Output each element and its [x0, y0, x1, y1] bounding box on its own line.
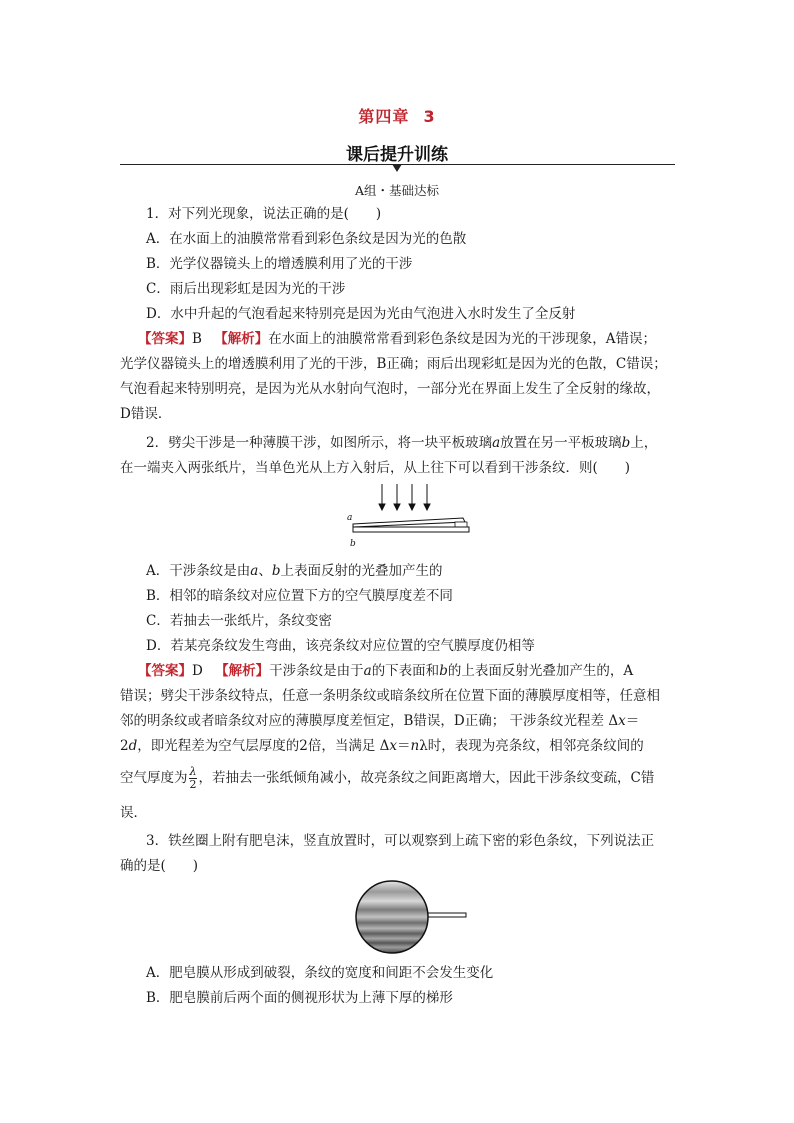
q1-option-a: A．在水面上的油膜常常看到彩色条纹是因为光的色散: [146, 231, 467, 247]
q2-answer: D: [192, 663, 203, 679]
figure-label-a: a: [347, 513, 353, 523]
q2-analysis-text: ，若抽去一张纸倾角减小，故亮条纹之间距离增大，因此干涉条纹变疏，C错: [198, 770, 655, 786]
var-a: a: [492, 435, 501, 451]
q1-option-b: B．光学仪器镜头上的增透膜利用了光的干涉: [146, 256, 413, 272]
wedge-interference-figure: [345, 482, 475, 554]
q2-answer-line: [138, 660, 672, 682]
var-d: d: [128, 738, 138, 754]
q2-analysis-text: ，即光程差为空气层厚度的2倍，当满足 Δ: [137, 738, 390, 754]
analysis-tag: 【解析】: [215, 663, 270, 679]
q2-analysis-text: 空气厚度为: [120, 770, 188, 786]
q2-analysis-line-5: [120, 762, 680, 794]
q2-analysis-text: 邻的明条纹或者暗条纹对应的薄膜厚度差恒定，B错误，D正确； 干涉条纹光程差 Δ: [120, 713, 619, 729]
q1-answer: B: [192, 331, 202, 347]
q2-stem-text: 放置在另一平板玻璃: [500, 435, 622, 451]
q1-analysis-2: 气泡看起来特别明亮，是因为光从水射向气泡时，一部分光在界面上发生了全反射的缘故，: [120, 381, 660, 397]
q1-answer-line: [138, 328, 672, 350]
q2-stem-line-1: [146, 432, 680, 454]
paper-spacer: [455, 522, 467, 527]
var-a: a: [363, 663, 372, 679]
q2-analysis-text: 的下表面和: [371, 663, 440, 679]
q2-option-text: 上表面反射的光叠加产生的: [280, 563, 443, 579]
q3-stem-line-1: 3．铁丝圈上附有肥皂沫，竖直放置时，可以观察到上疏下密的彩色条纹，下列说法正: [146, 833, 655, 849]
chapter-number: 3: [423, 107, 436, 126]
q3-stem-line-2: 确的是( ): [120, 858, 199, 874]
figure-label-b: b: [350, 539, 356, 549]
q1-stem: 1．对下列光现象，说法正确的是( ): [146, 206, 382, 222]
q2-analysis-text: λ时，表现为亮条纹，相邻亮条纹间的: [419, 738, 644, 754]
wire-handle: [426, 913, 466, 917]
q2-stem-text: 上，: [630, 435, 658, 451]
q3-option-a: A．肥皂膜从形成到破裂，条纹的宽度和间距不会发生变化: [146, 965, 494, 981]
chapter-heading: [0, 104, 794, 127]
q1-analysis-0: 在水面上的油膜常常看到彩色条纹是因为光的干涉现象，A错误；: [268, 331, 656, 347]
glass-plate-b: [353, 527, 469, 532]
glass-plate-a: [353, 518, 465, 527]
q2-analysis-text: 干涉条纹是由于: [269, 663, 364, 679]
q2-option-b: B．相邻的暗条纹对应位置下方的空气膜厚度差不同: [146, 588, 453, 604]
q2-option-text: 、: [258, 563, 272, 579]
soap-film: [356, 881, 428, 953]
q2-analysis-text: ＝: [397, 738, 411, 754]
q2-option-text: A．干涉条纹是由: [146, 563, 251, 579]
q2-option-a: [146, 560, 680, 582]
var-b: b: [621, 435, 631, 451]
q2-option-d: D．若某亮条纹发生弯曲，该亮条纹对应位置的空气膜厚度仍相等: [146, 638, 535, 654]
q2-analysis-line-2: 错误；劈尖干涉条纹特点，任意一条明条纹或暗条纹所在位置下面的薄膜厚度相等，任意相: [120, 688, 660, 704]
var-x: x: [389, 738, 398, 754]
answer-tag: 【答案】: [138, 663, 192, 679]
q1-analysis-3: D错误．: [120, 406, 172, 422]
answer-tag: 【答案】: [138, 331, 192, 347]
q1-analysis-1: 光学仪器镜头上的增透膜利用了光的干涉，B正确；雨后出现彩虹是因为光的色散，C错误；: [120, 356, 667, 372]
light-arrows: [379, 484, 430, 510]
var-a: a: [250, 563, 259, 579]
group-label: A组・基础达标: [354, 183, 440, 198]
lambda-half-fraction: [189, 766, 198, 791]
var-b: b: [439, 663, 448, 679]
var-n: n: [410, 738, 420, 754]
fraction-numerator: λ: [189, 765, 197, 778]
q2-stem-line-2: 在一端夹入两张纸片，当单色光从上方入射后，从上往下可以看到干涉条纹．则( ): [120, 460, 631, 476]
q2-analysis-line-6: 误．: [120, 805, 147, 821]
q2-analysis-text: 2: [120, 738, 129, 754]
soap-film-figure: [354, 880, 469, 956]
chapter-label: 第四章: [358, 107, 410, 126]
q3-option-b: B．肥皂膜前后两个面的侧视形状为上薄下厚的梯形: [146, 990, 453, 1006]
q1-option-c: C．雨后出现彩虹是因为光的干涉: [146, 281, 346, 297]
q2-stem-text: 2．劈尖干涉是一种薄膜干涉，如图所示，将一块平板玻璃: [146, 435, 493, 451]
analysis-tag: 【解析】: [214, 331, 269, 347]
page-title: 课后提升训练: [346, 145, 448, 165]
fraction-denominator: 2: [189, 778, 197, 791]
q2-analysis-text: ＝: [625, 713, 640, 729]
var-x: x: [618, 713, 626, 729]
triangle-marker-icon: [392, 164, 402, 172]
q2-analysis-text: 的上表面反射光叠加产生的，A: [447, 663, 634, 679]
q2-option-c: C．若抽去一张纸片，条纹变密: [146, 613, 332, 629]
q2-analysis-line-4: [120, 735, 680, 757]
q2-analysis-line-3: [120, 710, 680, 732]
var-b: b: [271, 563, 281, 579]
q1-option-d: D．水中升起的气泡看起来特别亮是因为光由气泡进入水时发生了全反射: [146, 306, 576, 322]
